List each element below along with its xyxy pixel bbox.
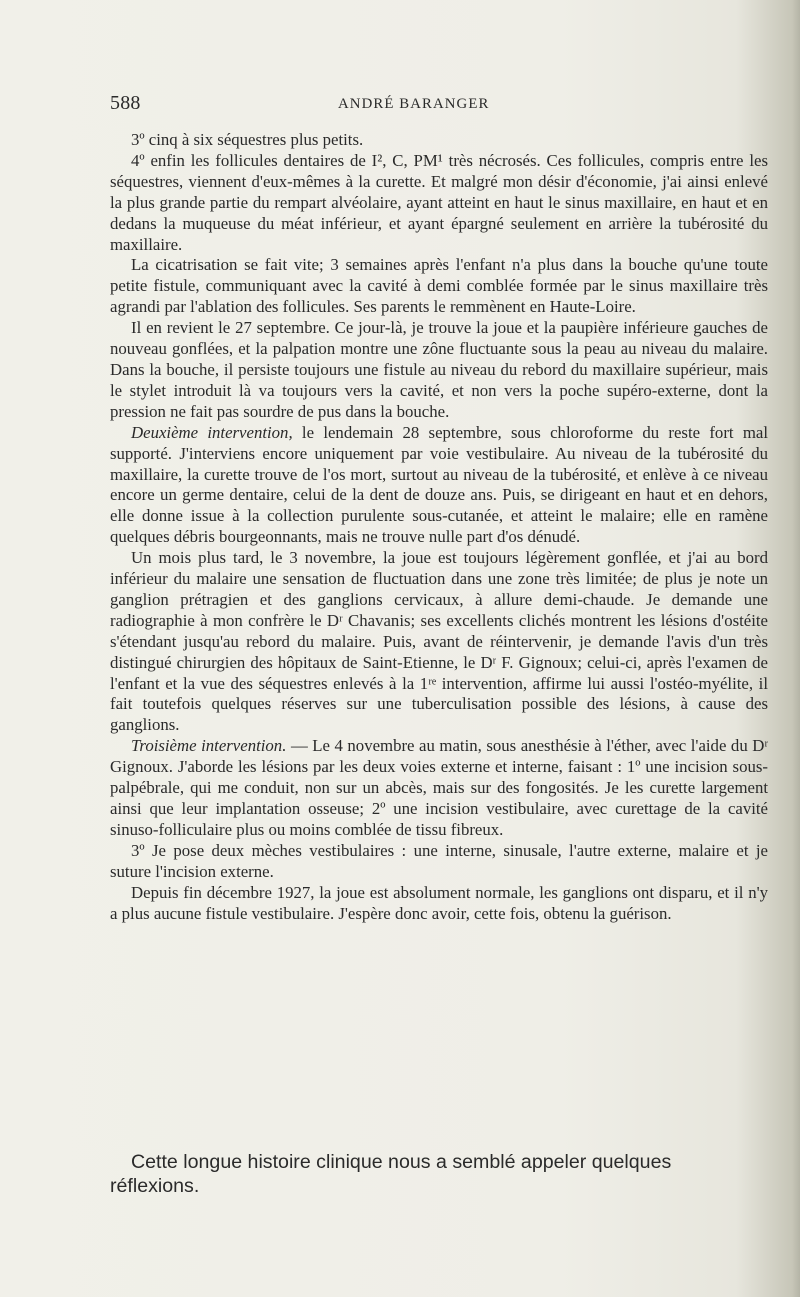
page-number: 588 [110, 92, 141, 114]
paragraph-1: 3º cinq à six séquestres plus petits. [131, 130, 364, 149]
closing-paragraph: Cette longue histoire clinique nous a semblé appeler quelques réflexions. [110, 1151, 672, 1197]
paragraph-8: 3º Je pose deux mèches vestibulaires : une interne, sinusale, l'autre externe, malaire et je suture l'incision externe. [110, 840, 768, 881]
paragraph-4: Il en revient le 27 septembre. Ce jour-là, je trouve la joue et la paupière inférieure gauches de nouveau gonflées, et la palpation montre une zône fluctuante sous la peau au niveau du malaire. Dans la bouche, il persiste toujours une fistule au niveau du rebord du maxillaire supérieur, mais le stylet introduit là va toujours vers la cavité, et non vers la poche supéro-externe, dont la pression ne fait pas sourdre de pus dans la bouche. [110, 318, 768, 421]
paragraph-3: La cicatrisation se fait vite; 3 semaines après l'enfant n'a plus dans la bouche qu'une toute petite fistule, communiquant avec la cavité à demi comblée formée par le sinus maxillaire très agrandi par l'ablation des follicules. Ses parents le remmènent en Haute-Loire. [110, 255, 768, 317]
running-head: ANDRÉ BARANGER [338, 96, 490, 112]
paragraph-9: Depuis fin décembre 1927, la joue est absolument normale, les ganglions ont disparu, et il n'y a plus aucune fistule vestibulaire. J'espère donc avoir, cette fois, obtenu la guérison. [110, 882, 768, 923]
paragraph-7 [110, 736, 768, 841]
body-text [110, 130, 768, 924]
paragraph-5-text: le lendemain 28 septembre, sous chloroforme du reste fort mal supporté. J'interviens encore uniquement par voie vestibulaire. Au niveau de la tubérosité du maxillaire, la curette trouve de l'os mort, surtout au niveau de la tubérosité, et enlève à ce niveau encore un germe dentaire, celui de la dent de douze ans. Puis, se dirigeant en haut et en dehors, elle donne issue à la collection purulente sous-cutanée, et atteint le malaire; elle en ramène quelques débris bourgeonnants, mais ne trouve nulle part d'os dénudé. [110, 422, 769, 547]
paragraph-2: 4º enfin les follicules dentaires de I², C, PM¹ très nécrosés. Ces follicules, compris entre les séquestres, viennent d'eux-mêmes à la curette. Et malgré mon désir d'économie, j'ai ainsi enlevé la plus grande partie du rempart alvéolaire, ayant atteint en haut le sinus maxillaire, en haut et en dedans la muqueuse du méat inférieur, et ayant épargné seulement en arrière la tubérosité du maxillaire. [110, 150, 768, 254]
paragraph-5 [110, 423, 768, 548]
section-heading-deuxieme-intervention: Deuxième intervention, [131, 422, 293, 442]
page-header [110, 92, 690, 122]
section-heading-troisieme-intervention: Troisième intervention. [131, 736, 287, 756]
paragraph-6: Un mois plus tard, le 3 novembre, la joue est toujours légèrement gonflée, et j'ai au bord inférieur du malaire une sensation de fluctuation dans une zone très limitée; de plus je note un ganglion prétragien et des ganglions cervicaux, à allure demi-chaude. Je demande une radiographie à mon confrère le Dʳ Chavanis; ses excellents clichés montrent les lésions d'ostéite s'étendant jusqu'au rebord du malaire. Puis, avant de réintervenir, je demande l'avis d'un très distingué chirurgien des hôpitaux de Saint-Etienne, le Dʳ F. Gignoux; celui-ci, après l'examen de l'enfant et la vue des séquestres enlevés à la 1ʳᵉ intervention, affirme lui aussi l'ostéo-myélite, il fait toutefois quelques réserves sur une tuberculisation possible des lésions, à cause des ganglions. [110, 548, 768, 735]
paragraph-7-text: — Le 4 novembre au matin, sous anesthésie à l'éther, avec l'aide du Dʳ Gignoux. J'aborde les lésions par les deux voies externe et interne, faisant : 1º une incision sous-palpébrale, qui me conduit, non sur un abcès, mais sur des fongosités. Je les curette largement ainsi que leur implantation osseuse; 2º une incision vestibulaire, avec curettage de la cavité sinuso-folliculaire plus ou moins comblée de tissu fibreux. [110, 736, 769, 839]
